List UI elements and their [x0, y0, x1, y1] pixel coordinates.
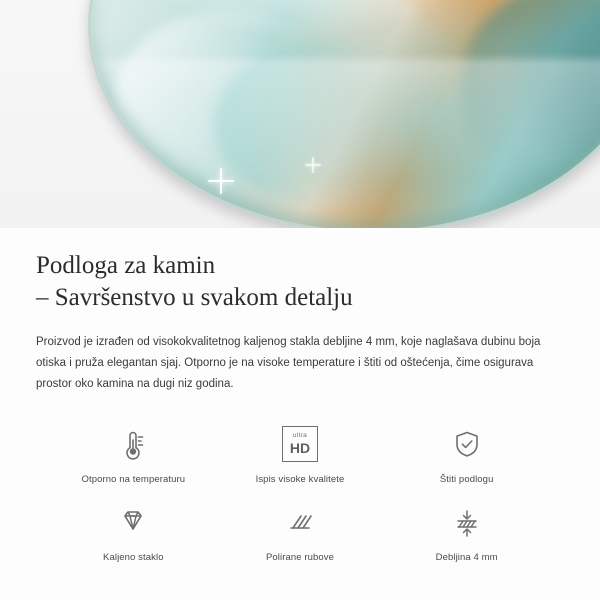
- feature-item-polished-edges: [217, 499, 384, 563]
- feature-label: Kaljeno staklo: [103, 552, 164, 563]
- hero-image: [0, 0, 600, 228]
- feature-item-surface-protection: [383, 421, 550, 485]
- diamond-icon: [113, 499, 153, 545]
- polished-edges-icon: [280, 499, 320, 545]
- page-title-line-2: – Savršenstvo u svakom detalju: [36, 284, 353, 311]
- feature-item-thickness: [383, 499, 550, 563]
- feature-label: Otporno na temperaturu: [81, 474, 186, 485]
- content-area: [0, 228, 600, 563]
- ultra-hd-badge-top: ultra: [292, 432, 308, 440]
- product-description: Proizvod je izrađen od visokokvalitetnog kaljenog stakla debljine 4 mm, koje naglašava dubinu boja otiska i pruža elegantan sjaj. Otporno je na visoke temperature i štiti od oštećenja, čime osigurava prostor oko kamina na dugi niz godina.: [36, 336, 541, 390]
- thermometer-icon: [113, 421, 153, 467]
- page-title: [36, 250, 564, 314]
- feature-grid: [36, 421, 564, 563]
- feature-item-temperature: [50, 421, 217, 485]
- page-title-line-1: Podloga za kamin: [36, 252, 216, 279]
- feature-label: Debljina 4 mm: [435, 552, 498, 563]
- ultra-hd-icon: [282, 421, 318, 467]
- glass-plate-image: [88, 0, 600, 228]
- thickness-icon: [447, 499, 487, 545]
- feature-label: Ispis visoke kvalitete: [255, 474, 345, 485]
- feature-label: Polirane rubove: [265, 552, 335, 563]
- feature-item-print-quality: [217, 421, 384, 485]
- feature-item-tempered-glass: [50, 499, 217, 563]
- ultra-hd-badge-bottom: HD: [289, 439, 311, 456]
- feature-label: Štiti podlogu: [439, 474, 494, 485]
- shield-check-icon: [447, 421, 487, 467]
